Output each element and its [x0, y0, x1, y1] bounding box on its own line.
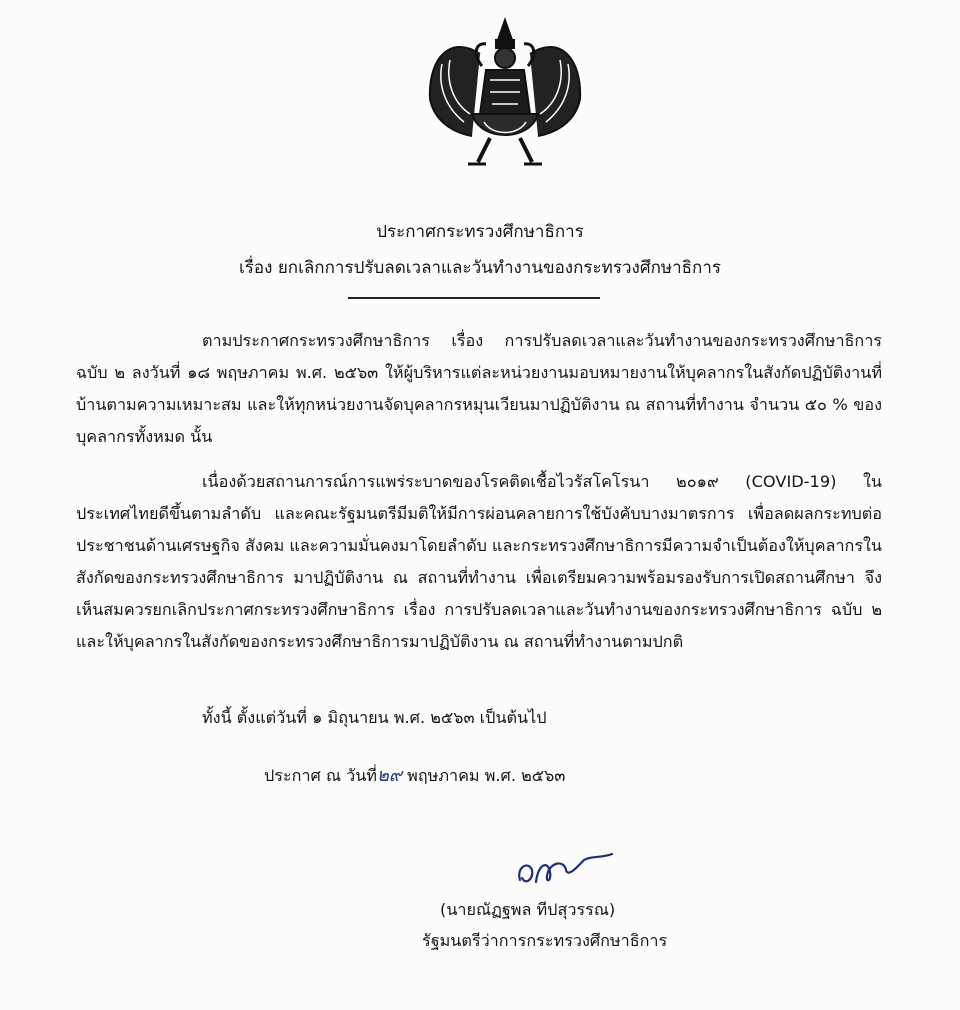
effective-date-line: ทั้งนี้ ตั้งแต่วันที่ ๑ มิถุนายน พ.ศ. ๒๕๖๓ เป็นต้นไป	[202, 708, 547, 727]
announcement-suffix: พฤษภาคม พ.ศ. ๒๕๖๓	[402, 766, 566, 785]
body-paragraph-2: เนื่องด้วยสถานการณ์การแพร่ระบาดของโรคติดเชื้อไวรัสโคโรนา ๒๐๑๙ (COVID-19) ในประเทศไทยดีขึ้นตามลำดับ และคณะรัฐมนตรีมีมติให้มีการผ่อนคลายการใช้บังคับบางมาตรการ เพื่อลดผลกระทบต่อประชาชนด้านเศรษฐกิจ สังคม และความมั่นคงมาโดยลำดับ และกระทรวงศึกษาธิการมีความจำเป็นต้องให้บุคลากรในสังกัดของกระทรวงศึกษาธิการ มาปฏิบัติงาน ณ สถานที่ทำงาน เพื่อเตรียมความพร้อมรองรับการเปิดสถานศึกษา จึงเห็นสมควรยกเลิกประกาศกระทรวงศึกษาธิการ เรื่อง การปรับลดเวลาและวันทำงานของกระทรวงศึกษาธิการ ฉบับ ๒ และให้บุคลากรในสังกัดของกระทรวงศึกษาธิการมาปฏิบัติงาน ณ สถานที่ทำงานตามปกติ	[76, 472, 882, 651]
announcement-date-line	[264, 760, 565, 789]
announcement-day: ๒๙	[376, 765, 403, 786]
signer-name: (นายณัฏฐพล ทีปสุวรรณ)	[440, 900, 616, 919]
announcement-prefix: ประกาศ ณ วันที่	[264, 766, 377, 785]
document-title: ประกาศกระทรวงศึกษาธิการ	[376, 222, 584, 242]
signature-mark	[508, 842, 618, 892]
signer-position: รัฐมนตรีว่าการกระทรวงศึกษาธิการ	[422, 931, 668, 950]
document-subject: เรื่อง ยกเลิกการปรับลดเวลาและวันทำงานของกระทรวงศึกษาธิการ	[238, 258, 722, 278]
body-paragraph-1: ตามประกาศกระทรวงศึกษาธิการ เรื่อง การปรับลดเวลาและวันทำงานของกระทรวงศึกษาธิการ ฉบับ ๒ ลงวันที่ ๑๘ พฤษภาคม พ.ศ. ๒๕๖๓ ให้ผู้บริหารแต่ละหน่วยงานมอบหมายงานให้บุคลากรในสังกัดปฏิบัติงานที่บ้านตามความเหมาะสม และให้ทุกหน่วยงานจัดบุคลากรหมุนเวียนมาปฏิบัติงาน ณ สถานที่ทำงาน จำนวน ๕๐ % ของบุคลากรทั้งหมด นั้น	[76, 331, 882, 446]
garuda-emblem-icon	[420, 14, 590, 174]
title-divider	[348, 297, 600, 299]
